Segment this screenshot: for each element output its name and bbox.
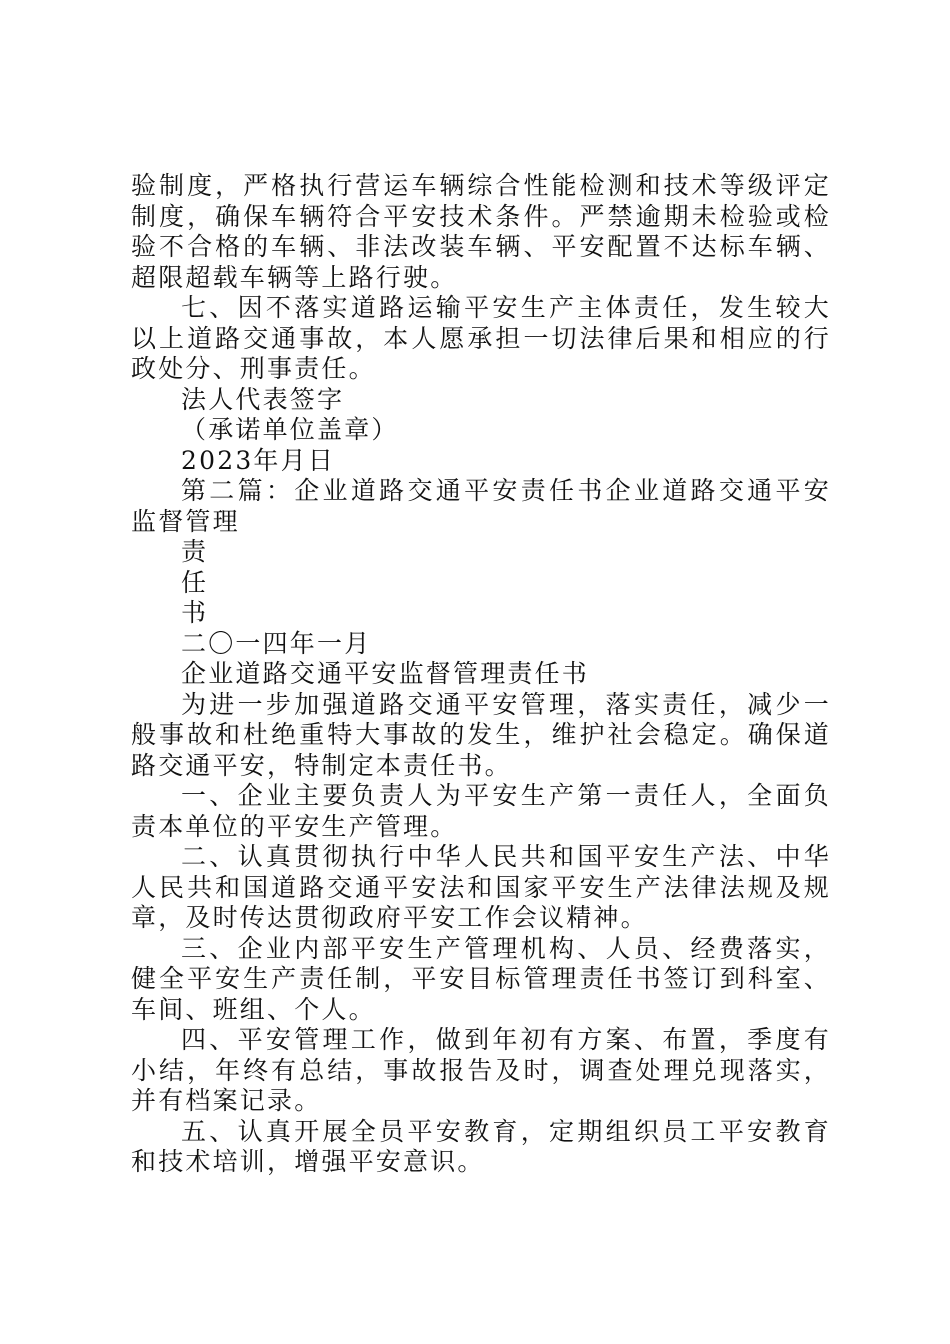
unit-seal-line: （承诺单位盖章） [181,415,399,444]
legal-representative-signature-line: 法人代表签字 [181,384,345,414]
paragraph-clause-three: 三、企业内部平安生产管理机构、人员、经费落实，健全平安生产责任制，平安目标管理责任书签订到科室、车间、班组、个人。 [131,933,831,1024]
responsibility-document-title: 企业道路交通平安监督管理责任书 [181,659,590,688]
title-character-ze: 责 [181,537,209,566]
title-character-ren: 任 [181,567,209,597]
paragraph-clause-five: 五、认真开展全员平安教育，定期组织员工平安教育和技术培训，增强平安意识。 [131,1116,831,1176]
paragraph-clause-one: 一、企业主要负责人为平安生产第一责任人，全面负责本单位的平安生产管理。 [131,781,831,841]
paragraph-clause-seven: 七、因不落实道路运输平安生产主体责任，发生较大以上道路交通事故，本人愿承担一切法律后果和相应的行政处分、刑事责任。 [131,293,831,383]
document-body [131,171,831,1178]
issue-date: 二〇一四年一月 [181,628,372,658]
date-line: 2023年月日 [181,445,336,475]
title-character-shu: 书 [181,598,209,627]
paragraph-clause-four: 四、平安管理工作，做到年初有方案、布置，季度有小结，年终有总结，事故报告及时，调查处理兑现落实，并有档案记录。 [131,1025,831,1115]
paragraph-vehicle-inspection: 验制度，严格执行营运车辆综合性能检测和技术等级评定制度，确保车辆符合平安技术条件。严禁逾期未检验或检验不合格的车辆、非法改装车辆、平安配置不达标车辆、超限超载车辆等上路行驶。 [131,171,831,292]
paragraph-purpose: 为进一步加强道路交通平安管理，落实责任，减少一般事故和杜绝重特大事故的发生，维护社会稳定。确保道路交通平安，特制定本责任书。 [131,689,831,780]
second-article-heading: 第二篇：企业道路交通平安责任书企业道路交通平安监督管理 [131,476,831,536]
paragraph-clause-two: 二、认真贯彻执行中华人民共和国平安生产法、中华人民共和国道路交通平安法和国家平安生产法律法规及规章，及时传达贯彻政府平安工作会议精神。 [131,842,831,932]
